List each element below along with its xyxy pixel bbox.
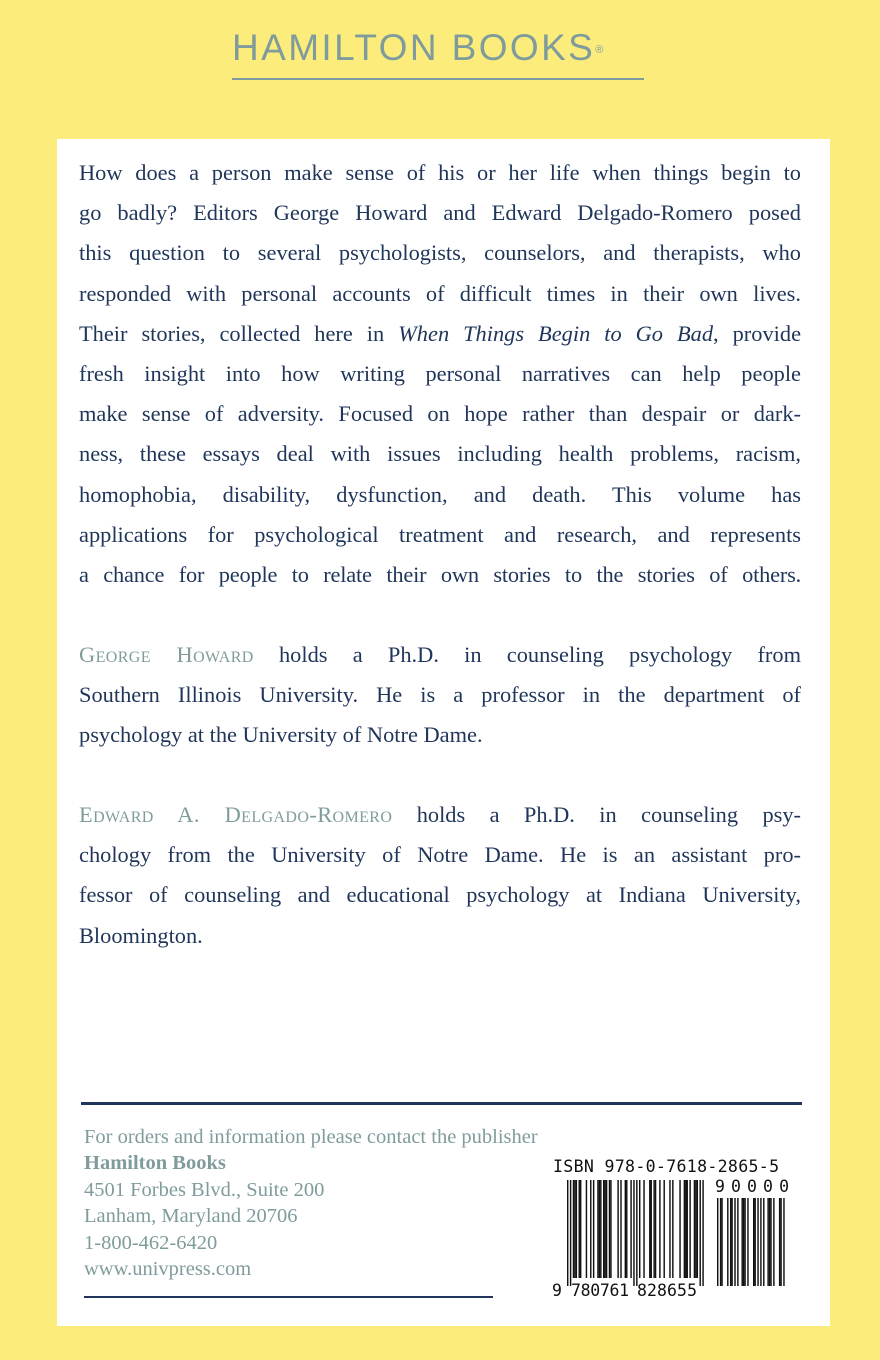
addon-bar bbox=[721, 1198, 722, 1286]
addon-bar bbox=[770, 1198, 771, 1286]
description-line: homophobia, disability, dysfunction, and death. This volume has bbox=[79, 481, 801, 507]
description-line: go badly? Editors George Howard and Edward Delgado-Romero posed bbox=[79, 200, 801, 226]
author-bio-delgado-romero bbox=[79, 795, 801, 956]
barcode-bar bbox=[597, 1180, 598, 1278]
description-line: this question to several psychologists, counselors, and therapists, who bbox=[79, 240, 801, 266]
addon-bar bbox=[769, 1198, 770, 1286]
registered-mark: ® bbox=[595, 44, 604, 56]
bio-line: fessor of counseling and educational psychology at Indiana University, bbox=[79, 882, 801, 908]
barcode-bar bbox=[653, 1180, 654, 1278]
barcode-bar bbox=[579, 1180, 580, 1278]
addon-bar bbox=[741, 1198, 742, 1286]
barcode-bar bbox=[604, 1180, 605, 1278]
author-bio-howard bbox=[79, 635, 801, 756]
barcode-bar bbox=[633, 1180, 634, 1286]
addon-bar bbox=[783, 1198, 784, 1286]
barcode-bar bbox=[603, 1180, 604, 1278]
barcode-bar bbox=[593, 1180, 594, 1278]
barcode-bar bbox=[574, 1180, 575, 1278]
bio-line: Edward A. Delgado-Romero holds a Ph.D. in counseling psy- bbox=[79, 802, 801, 827]
addon-bar bbox=[760, 1198, 761, 1286]
description-line: fresh insight into how writing personal narratives can help people bbox=[79, 361, 801, 387]
barcode-bar bbox=[573, 1180, 574, 1278]
barcode-bar bbox=[576, 1180, 577, 1278]
description-line: applications for psychological treatment and research, and represents bbox=[79, 521, 801, 547]
publisher-contact bbox=[84, 1124, 538, 1282]
barcode-bar bbox=[649, 1180, 650, 1278]
isbn-label: ISBN 978-0-7618-2865-5 bbox=[553, 1157, 780, 1176]
addon-bar bbox=[730, 1198, 731, 1286]
barcode-bar bbox=[639, 1180, 640, 1278]
contact-underline bbox=[84, 1296, 493, 1298]
barcode-bar bbox=[672, 1180, 673, 1278]
ean-right-digits: 828655 bbox=[637, 1281, 697, 1300]
bio-line: Bloomington. bbox=[79, 922, 203, 948]
contact-website: www.univpress.com bbox=[84, 1258, 252, 1281]
author-name: George Howard bbox=[79, 642, 254, 667]
addon-bar bbox=[731, 1198, 732, 1286]
addon-bar bbox=[773, 1198, 774, 1286]
description-line: a chance for people to relate their own stories to the stories of others. bbox=[79, 562, 801, 588]
description-line: make sense of adversity. Focused on hope rather than despair or dark- bbox=[79, 401, 801, 427]
barcode-bar bbox=[695, 1180, 696, 1278]
barcode-bar bbox=[679, 1180, 680, 1278]
barcode-bar bbox=[643, 1180, 644, 1278]
barcode-bar bbox=[699, 1180, 700, 1286]
addon-bar bbox=[720, 1198, 721, 1286]
addon-bar bbox=[717, 1198, 718, 1286]
addon-bar bbox=[743, 1198, 744, 1286]
book-title: When Things Begin to Go Bad bbox=[398, 320, 714, 346]
description-line: responded with personal accounts of difficult times in their own lives. bbox=[79, 280, 801, 306]
addon-bar bbox=[734, 1198, 735, 1286]
bio-line: chology from the University of Notre Dame. He is an assistant pro- bbox=[79, 842, 801, 868]
footer-divider bbox=[81, 1102, 802, 1105]
addon-bar bbox=[767, 1198, 768, 1286]
barcode-bar bbox=[659, 1180, 660, 1278]
logo-underline bbox=[232, 78, 644, 80]
addon-bar bbox=[757, 1198, 758, 1286]
barcode-bar bbox=[626, 1180, 627, 1278]
ean-left-digits: 780761 bbox=[571, 1281, 629, 1300]
barcode-bar bbox=[630, 1180, 631, 1278]
addon-bar bbox=[754, 1198, 755, 1286]
barcode-bar bbox=[606, 1180, 607, 1278]
isbn-barcode bbox=[549, 1176, 793, 1300]
author-name: Edward A. Delgado-Romero bbox=[79, 802, 393, 827]
barcode-bar bbox=[651, 1180, 652, 1278]
publisher-logo bbox=[232, 26, 644, 70]
contact-phone: 1-800-462-6420 bbox=[84, 1231, 218, 1254]
barcode-bar bbox=[655, 1180, 656, 1278]
addon-bar bbox=[780, 1198, 781, 1286]
addon-bar bbox=[744, 1198, 745, 1286]
addon-bar bbox=[727, 1198, 728, 1286]
book-description bbox=[79, 153, 801, 595]
addon-bar bbox=[737, 1198, 738, 1286]
addon-bar bbox=[779, 1198, 780, 1286]
price-code: 90000 bbox=[715, 1177, 789, 1196]
addon-bar bbox=[753, 1198, 754, 1286]
contact-address-line2: Lanham, Maryland 20706 bbox=[84, 1205, 298, 1228]
contact-address-line1: 4501 Forbes Blvd., Suite 200 bbox=[84, 1178, 325, 1201]
bio-line: Southern Illinois University. He is a professor in the department of bbox=[79, 682, 801, 708]
ean-first-digit: 9 bbox=[552, 1281, 562, 1300]
barcode-bar bbox=[694, 1180, 695, 1278]
barcode-bar bbox=[567, 1180, 568, 1286]
description-line: How does a person make sense of his or her life when things begin to bbox=[79, 160, 801, 185]
barcode-bar bbox=[687, 1180, 688, 1278]
barcode-bar bbox=[625, 1180, 626, 1278]
description-line: ness, these essays deal with issues including health problems, racism, bbox=[79, 441, 801, 467]
barcode-bar bbox=[590, 1180, 591, 1278]
barcode-bar bbox=[702, 1180, 703, 1286]
barcode-bar bbox=[685, 1180, 686, 1278]
barcode-bar bbox=[599, 1180, 600, 1278]
barcode-bar bbox=[636, 1180, 637, 1286]
bio-line: George Howard holds a Ph.D. in counseling psychology from bbox=[79, 642, 801, 667]
barcode-bar bbox=[586, 1180, 587, 1278]
addon-bar bbox=[747, 1198, 748, 1286]
addon-bar bbox=[763, 1198, 764, 1286]
barcode-bar bbox=[697, 1180, 698, 1278]
barcode-bar bbox=[617, 1180, 618, 1278]
barcode-bar bbox=[663, 1180, 664, 1278]
description-line: Their stories, collected here in When Things Begin to Go Bad, provide bbox=[79, 320, 802, 346]
barcode-bar bbox=[610, 1180, 611, 1278]
barcode-bar bbox=[620, 1180, 621, 1278]
barcode-bar bbox=[580, 1180, 581, 1278]
contact-publisher: Hamilton Books bbox=[84, 1152, 226, 1175]
bio-line: psychology at the University of Notre Dame. bbox=[79, 722, 483, 748]
barcode-bar bbox=[669, 1180, 670, 1278]
contact-intro: For orders and information please contact the publisher bbox=[84, 1126, 538, 1148]
publisher-name: HAMILTON BOOKS bbox=[232, 27, 596, 68]
barcode-bar bbox=[570, 1180, 571, 1286]
barcode-bar bbox=[600, 1180, 601, 1278]
barcode-bar bbox=[684, 1180, 685, 1278]
barcode-bar bbox=[609, 1180, 610, 1278]
barcode-bar bbox=[689, 1180, 690, 1278]
